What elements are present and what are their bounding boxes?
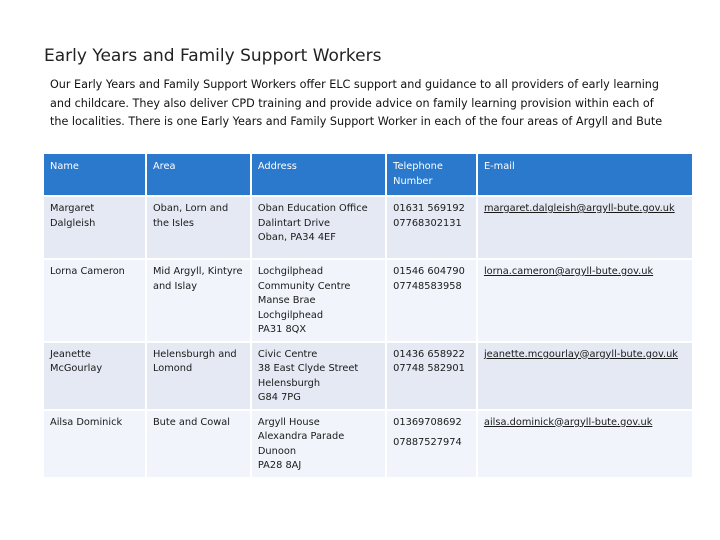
cell-telephone [387, 197, 476, 258]
header-telephone-line: Telephone [393, 161, 443, 172]
table-row [44, 260, 692, 341]
email-link[interactable]: jeanette.mcgourlay@argyll-bute.gov.uk [483, 348, 678, 360]
area-line: Mid Argyll, Kintyre [152, 266, 243, 277]
cell-name [44, 343, 145, 409]
email-link[interactable]: margaret.dalgleish@argyll-bute.gov.uk [483, 203, 675, 214]
cell-name [44, 411, 145, 477]
area-line: Oban, Lorn and [152, 203, 229, 214]
address-line: Argyll House [257, 416, 320, 428]
intro-paragraph [50, 76, 680, 132]
address-line: Civic Centre [257, 348, 318, 360]
phone-number: 07748 582901 [393, 363, 465, 374]
address-line: G84 7PG [257, 392, 301, 403]
phone-number: 07768302131 [393, 217, 462, 229]
name-line: Jeanette [50, 348, 91, 360]
phone-number: 01369708692 [393, 416, 462, 428]
address-line: PA31 8QX [257, 324, 307, 335]
email-link[interactable]: lorna.cameron@argyll-bute.gov.uk [483, 266, 654, 277]
cell-telephone [387, 411, 476, 477]
address-line: Manse Brae [257, 295, 316, 306]
area-line: the Isles [152, 217, 194, 229]
table-row [44, 197, 692, 258]
cell-area [147, 411, 250, 477]
address-line: Lochgilphead [257, 266, 324, 277]
cell-address [252, 260, 385, 341]
cell-address [252, 343, 385, 409]
area-line: Bute and Cowal [152, 416, 230, 428]
staff-contact-table [42, 152, 694, 479]
cell-area [147, 197, 250, 258]
cell-area [147, 260, 250, 341]
phone-number: 01546 604790 [393, 266, 465, 277]
address-line: Alexandra Parade [257, 431, 345, 442]
phone-number: 01436 658922 [393, 348, 465, 360]
cell-name [44, 260, 145, 341]
address-line: Oban Education Office [257, 203, 368, 214]
address-line: PA28 8AJ [257, 460, 302, 471]
address-line: Oban, PA34 4EF [257, 232, 336, 243]
address-line: Dunoon [257, 445, 297, 457]
header-telephone [387, 154, 476, 195]
phone-number: 07748583958 [393, 280, 462, 292]
intro-line: the localities. There is one Early Years and Family Support Worker in each of the four areas of Argyll and Bute [50, 115, 663, 128]
cell-name [44, 197, 145, 258]
address-line: Helensburgh [257, 377, 321, 389]
address-line: 38 East Clyde Street [257, 363, 359, 374]
table-row [44, 411, 692, 477]
name-line: Lorna Cameron [50, 266, 125, 277]
area-line: Lomond [152, 363, 193, 374]
address-line: Dalintart Drive [257, 217, 331, 229]
area-line: Helensburgh and [152, 348, 237, 360]
name-line: McGourlay [50, 363, 103, 374]
name-line: Dalgleish [50, 217, 96, 229]
table-row [44, 343, 692, 409]
header-telephone-line: Number [393, 175, 433, 187]
cell-email [478, 260, 692, 341]
intro-line: and childcare. They also deliver CPD training and provide advice on family learning provision within each of [50, 96, 654, 110]
cell-email [478, 343, 692, 409]
table-header-row [44, 154, 692, 195]
cell-area [147, 343, 250, 409]
header-address: Address [252, 154, 385, 195]
header-name: Name [44, 154, 145, 195]
name-line: Margaret [50, 203, 95, 214]
cell-email [478, 411, 692, 477]
name-line: Ailsa Dominick [50, 416, 123, 428]
phone-number: 07887527974 [393, 437, 462, 448]
address-line: Lochgilphead [257, 309, 324, 321]
cell-address [252, 411, 385, 477]
cell-email [478, 197, 692, 258]
page-title: Early Years and Family Support Workers [44, 46, 382, 66]
cell-telephone [387, 343, 476, 409]
cell-telephone [387, 260, 476, 341]
address-line: Community Centre [257, 280, 351, 292]
cell-address [252, 197, 385, 258]
intro-line: Our Early Years and Family Support Workers offer ELC support and guidance to all providers of early learning [50, 78, 659, 91]
header-area: Area [147, 154, 250, 195]
header-email: E-mail [478, 154, 692, 195]
phone-number: 01631 569192 [393, 203, 465, 214]
email-link[interactable]: ailsa.dominick@argyll-bute.gov.uk [483, 416, 653, 428]
area-line: and Islay [152, 280, 197, 292]
